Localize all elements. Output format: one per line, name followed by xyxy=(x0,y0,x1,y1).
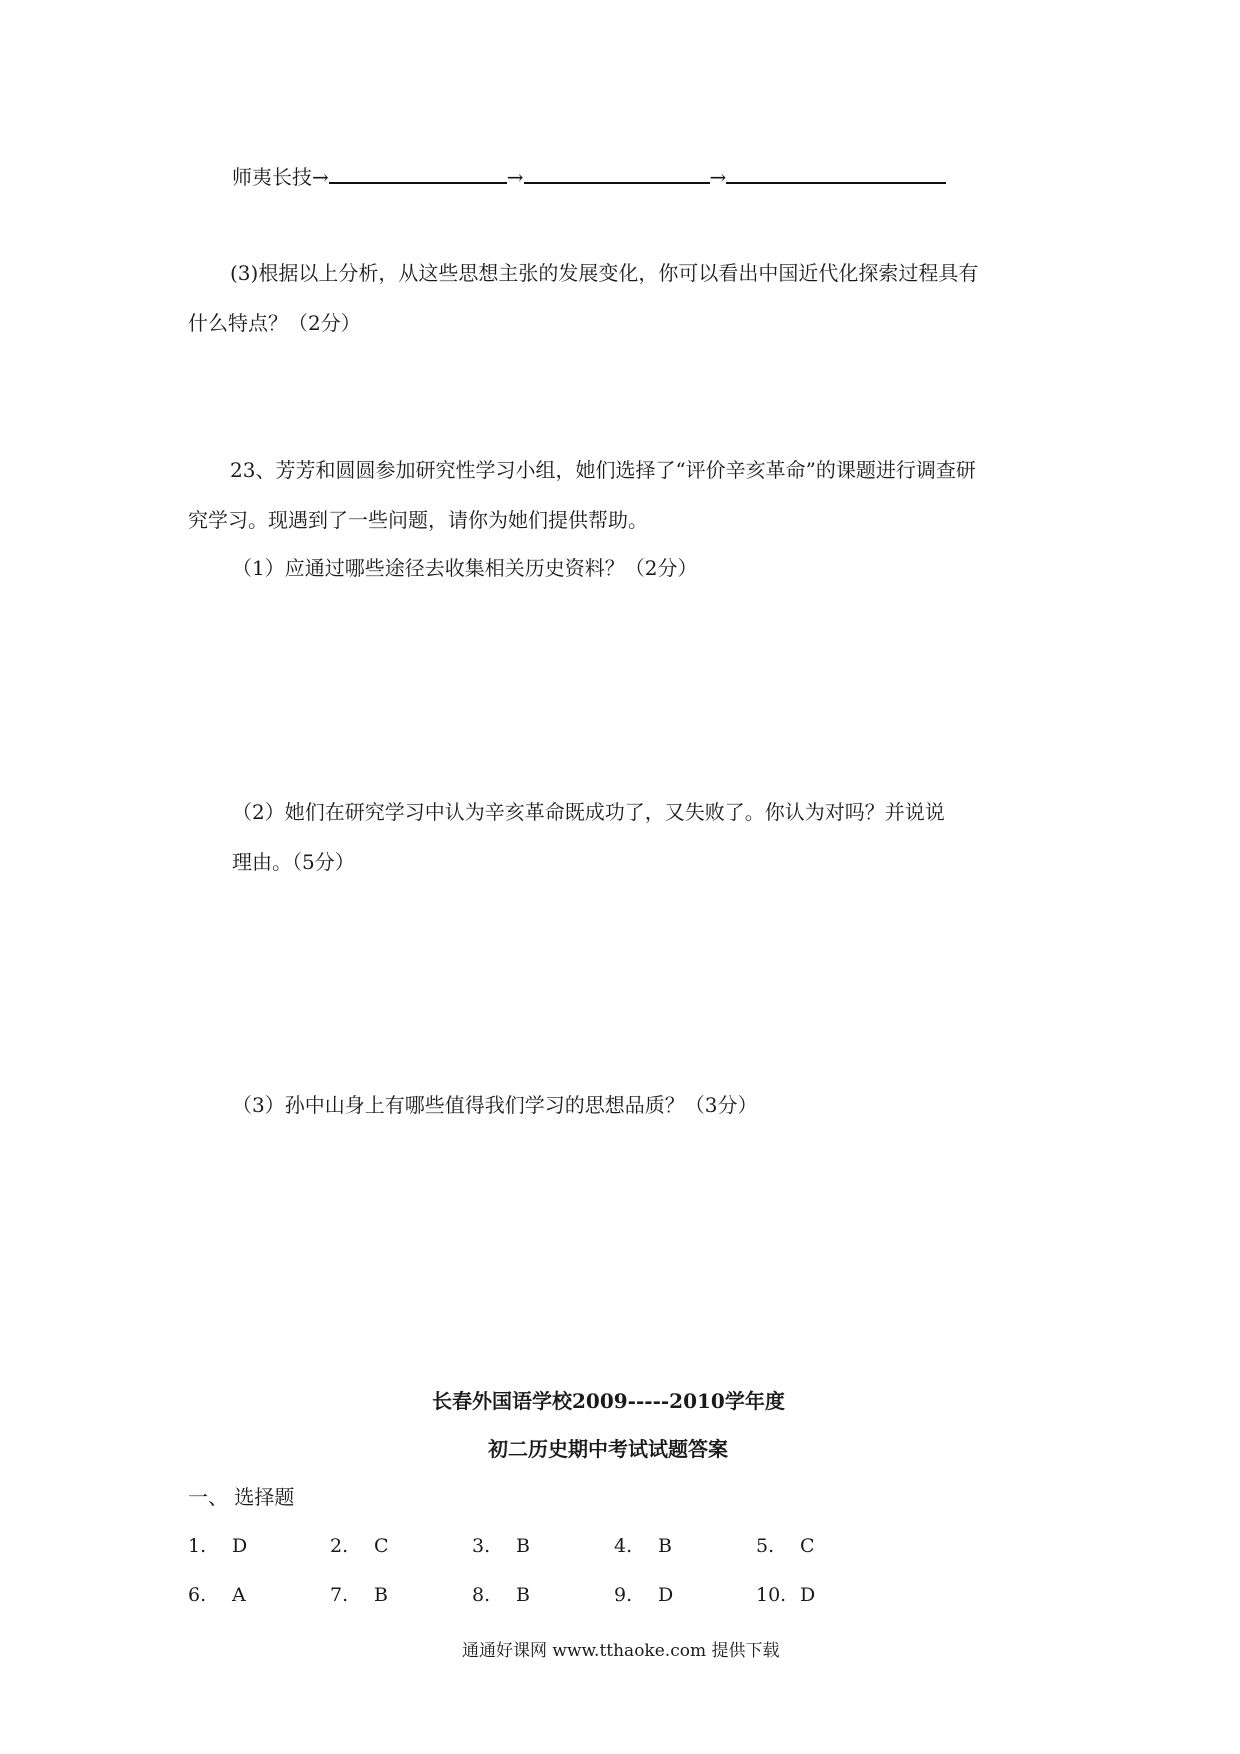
answer-value: B xyxy=(658,1535,672,1557)
answer-num: 7. xyxy=(330,1584,349,1606)
question-23-sub2-line2: 理由。（5分） xyxy=(232,850,355,874)
answer-num: 3. xyxy=(472,1535,491,1557)
page-footer: 通通好课网 www.tthaoke.com 提供下载 xyxy=(462,1641,780,1661)
answer-num: 1. xyxy=(188,1535,207,1557)
answer-value: B xyxy=(374,1584,388,1606)
question-22-3-line1: (3)根据以上分析，从这些思想主张的发展变化，你可以看出中国近代化探索过程具有 xyxy=(230,261,979,285)
question-23-sub3: （3）孙中山身上有哪些值得我们学习的思想品质？（3分） xyxy=(232,1093,758,1117)
arrow: → xyxy=(709,165,727,189)
answer-title-1: 长春外国语学校2009-----2010学年度 xyxy=(432,1389,785,1413)
question-23-sub2-line1: （2）她们在研究学习中认为辛亥革命既成功了，又失败了。你认为对吗？并说说 xyxy=(232,800,945,824)
answer-value: C xyxy=(800,1535,815,1557)
answer-num: 4. xyxy=(614,1535,633,1557)
section-heading: 一、 选择题 xyxy=(188,1485,295,1509)
answer-value: C xyxy=(374,1535,389,1557)
answer-num: 2. xyxy=(330,1535,349,1557)
question-23-line2: 究学习。现遇到了一些问题，请你为她们提供帮助。 xyxy=(188,508,648,532)
arrow: → xyxy=(312,165,329,189)
answer-value: D xyxy=(800,1584,816,1606)
question-22-3-line2: 什么特点？（2分） xyxy=(188,311,361,335)
answer-num: 10. xyxy=(756,1584,787,1606)
answer-value: B xyxy=(516,1584,530,1606)
answer-num: 8. xyxy=(472,1584,491,1606)
blank-line-2 xyxy=(524,180,710,184)
answer-num: 6. xyxy=(188,1584,207,1606)
answer-title-2: 初二历史期中考试试题答案 xyxy=(488,1437,728,1461)
arrow: → xyxy=(506,165,524,189)
answer-num: 9. xyxy=(614,1584,633,1606)
question-23-sub1: （1）应通过哪些途径去收集相关历史资料？（2分） xyxy=(232,556,698,580)
question-23-line1: 23、芳芳和圆圆参加研究性学习小组，她们选择了“评价辛亥革命”的课题进行调查研 xyxy=(230,458,976,482)
blank-line-1 xyxy=(329,180,507,184)
answer-value: D xyxy=(658,1584,674,1606)
answer-value: B xyxy=(516,1535,530,1557)
answer-num: 5. xyxy=(756,1535,775,1557)
chain-row xyxy=(232,164,946,190)
answer-value: D xyxy=(232,1535,248,1557)
blank-line-3 xyxy=(726,180,946,184)
chain-start: 师夷长技 xyxy=(232,165,312,189)
answer-value: A xyxy=(232,1584,246,1606)
